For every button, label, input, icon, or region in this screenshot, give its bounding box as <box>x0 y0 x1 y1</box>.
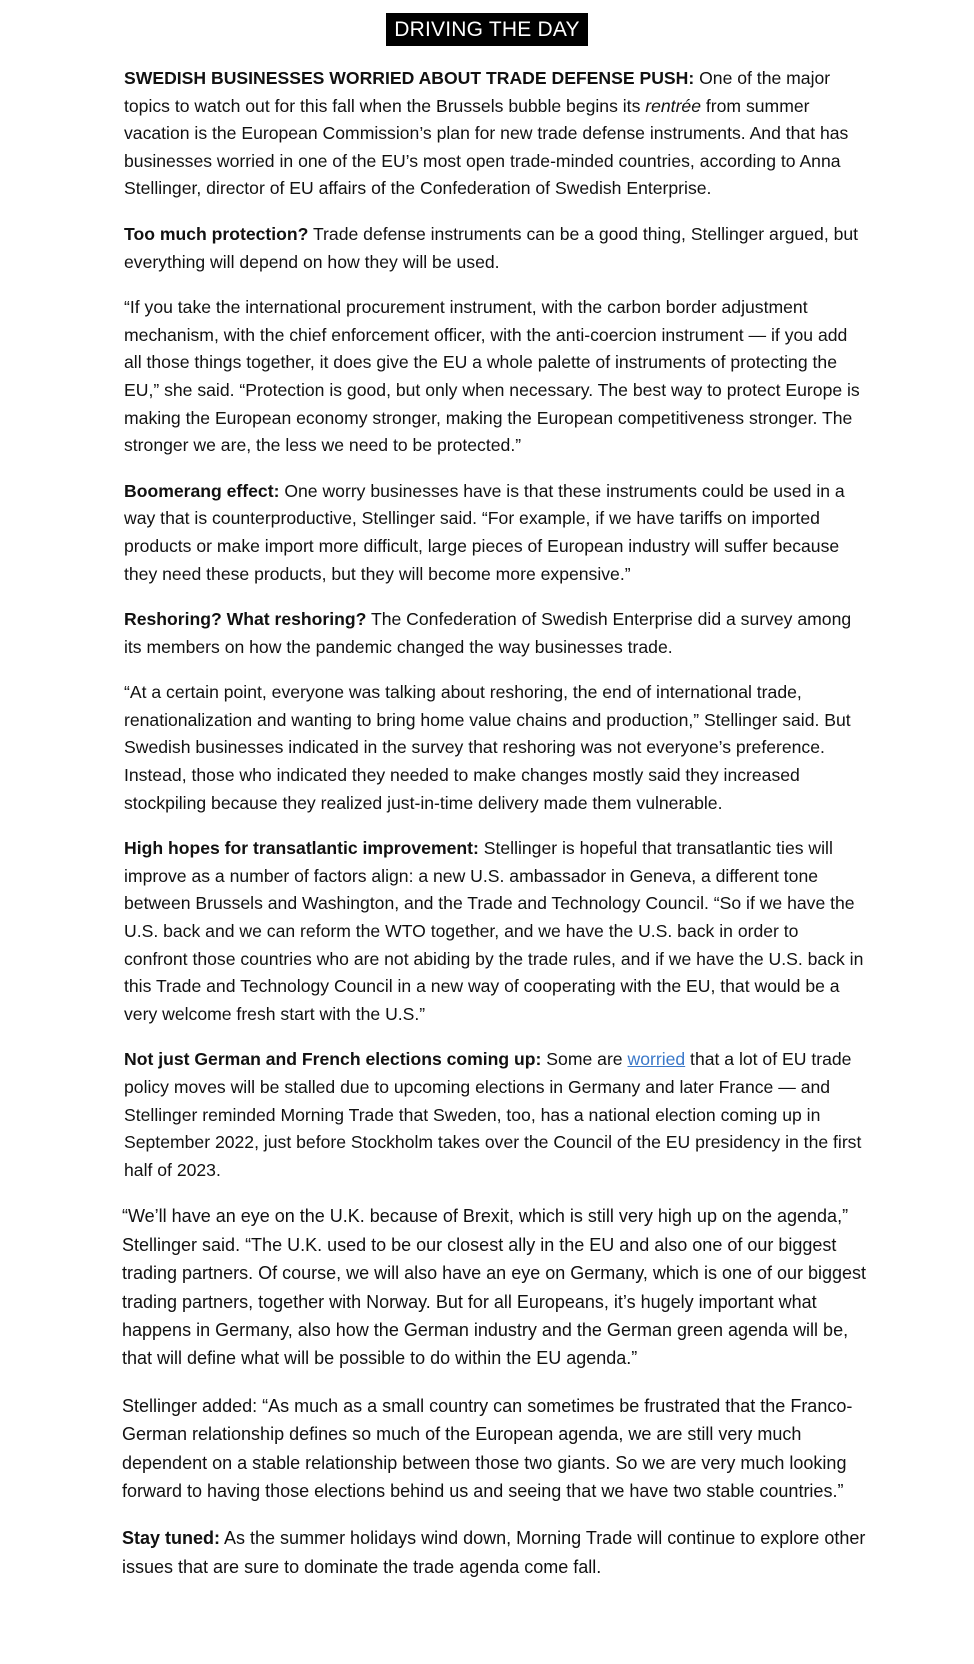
paragraph-text: Trade defense instruments can be a good thing, Stellinger argued, but everything will depend on how they will be used. <box>124 223 859 272</box>
worried-link[interactable]: worried <box>627 1049 686 1070</box>
paragraph-lead: SWEDISH BUSINESSES WORRIED ABOUT TRADE DEFENSE PUSH: <box>124 68 695 88</box>
paragraph-elections <box>124 1046 864 1184</box>
paragraph-text: The Confederation of Swedish Enterprise did a survey among its members on how the pandemic changed the way businesses trade. <box>124 609 852 657</box>
paragraph-swedish-businesses <box>124 65 864 203</box>
paragraph-transatlantic <box>124 835 864 1028</box>
paragraph-text: “We’ll have an eye on the U.K. because of Brexit, which is still very high up on the agenda,” Stellinger said. “The U.K. used to be our closest ally in the EU and also one of our biggest trading partners. Of course, we will also have an eye on Germany, which is one of our biggest trading partners, together with Norway. But for all Europeans, it’s hugely important what happens in Germany, also how the German industry and the German green agenda will be, that will define what will be possible to do within the EU agenda.” <box>122 1206 867 1369</box>
paragraph-quote-procurement <box>124 294 864 460</box>
paragraph-quote-reshoring <box>124 679 864 817</box>
paragraph-lead: Reshoring? What reshoring? <box>124 609 367 630</box>
paragraph-text: One worry businesses have is that these instruments could be used in a way that is counterproductive, Stellinger said. “For example, if we have tariffs on imported products or make import more difficult, large pieces of European industry will suffer because they need these products, but they will become more expensive.” <box>124 480 845 584</box>
section-header <box>0 13 974 46</box>
paragraph-lead: Stay tuned: <box>122 1528 221 1549</box>
paragraph-stellinger-added <box>122 1392 870 1506</box>
article-body <box>122 65 867 1600</box>
section-label: DRIVING THE DAY <box>386 13 587 46</box>
paragraph-lead: High hopes for transatlantic improvement: <box>124 838 479 859</box>
paragraph-reshoring <box>124 606 864 661</box>
paragraph-boomerang-effect <box>124 478 864 588</box>
paragraph-text: One of the major topics to watch out for this fall when the Brussels bubble begins its <box>124 68 831 116</box>
paragraph-text: “If you take the international procurement instrument, with the carbon border adjustment mechanism, with the chief enforcement officer, with the anti-coercion instrument — if you add all those things together, it does give the EU a whole palette of instruments of protecting the EU,” she said. “Protection is good, but only when necessary. The best way to protect Europe is making the European economy stronger, making the European competitiveness stronger. The stronger we are, the less we need to be protected.” <box>124 297 860 456</box>
paragraph-lead: Too much protection? <box>124 223 309 244</box>
paragraph-lead: Boomerang effect: <box>124 480 280 501</box>
paragraph-text: As the summer holidays wind down, Morning Trade will continue to explore other issues that are sure to dominate the trade agenda come fall. <box>122 1528 866 1577</box>
paragraph-lead: Not just German and French elections coming up: <box>124 1049 542 1070</box>
paragraph-text: “At a certain point, everyone was talking about reshoring, the end of international trade, renationalization and wanting to bring home value chains and production,” Stellinger said. But Swedish businesses indicated in the survey that reshoring was not everyone’s preference. Instead, those who indicated they needed to make changes mostly said they increased stockpiling because they realized just-in-time delivery made them vulnerable. <box>124 682 851 813</box>
paragraph-text: from summer vacation is the European Commission’s plan for new trade defense instruments. And that has businesses worried in one of the EU’s most open trade-minded countries, according to Anna Stellinger, director of EU affairs of the Confederation of Swedish Enterprise. <box>124 95 849 199</box>
paragraph-quote-uk <box>122 1202 870 1372</box>
paragraph-text: Stellinger added: “As much as a small country can sometimes be frustrated that the Franco-German relationship defines so much of the European agenda, we are still very much dependent on a stable relationship between those two giants. So we are very much looking forward to having those elections behind us and seeing that we have two stable countries.” <box>122 1395 853 1502</box>
paragraph-text: Some are <box>541 1049 628 1070</box>
paragraph-stay-tuned <box>122 1524 870 1581</box>
paragraph-too-much-protection <box>124 221 864 276</box>
paragraph-text: Stellinger is hopeful that transatlantic ties will improve as a number of factors align: a new U.S. ambassador in Geneva, a different tone between Brussels and Washington, and the Trade and Technology Council. “So if we have the U.S. back and we can reform the WTO together, and we have the U.S. back in order to confront those countries who are not abiding by the trade rules, and if we have the U.S. back in this Trade and Technology Council in a new way of cooperating with the EU, that would be a very welcome fresh start with the U.S.” <box>124 838 864 1024</box>
paragraph-italic: rentrée <box>645 95 701 116</box>
paragraph-text: that a lot of EU trade policy moves will be stalled due to upcoming elections in Germany and later France — and Stellinger reminded Morning Trade that Sweden, too, has a national election coming up in September 2022, just before Stockholm takes over the Council of the EU presidency in the first half of 2023. <box>124 1049 862 1180</box>
